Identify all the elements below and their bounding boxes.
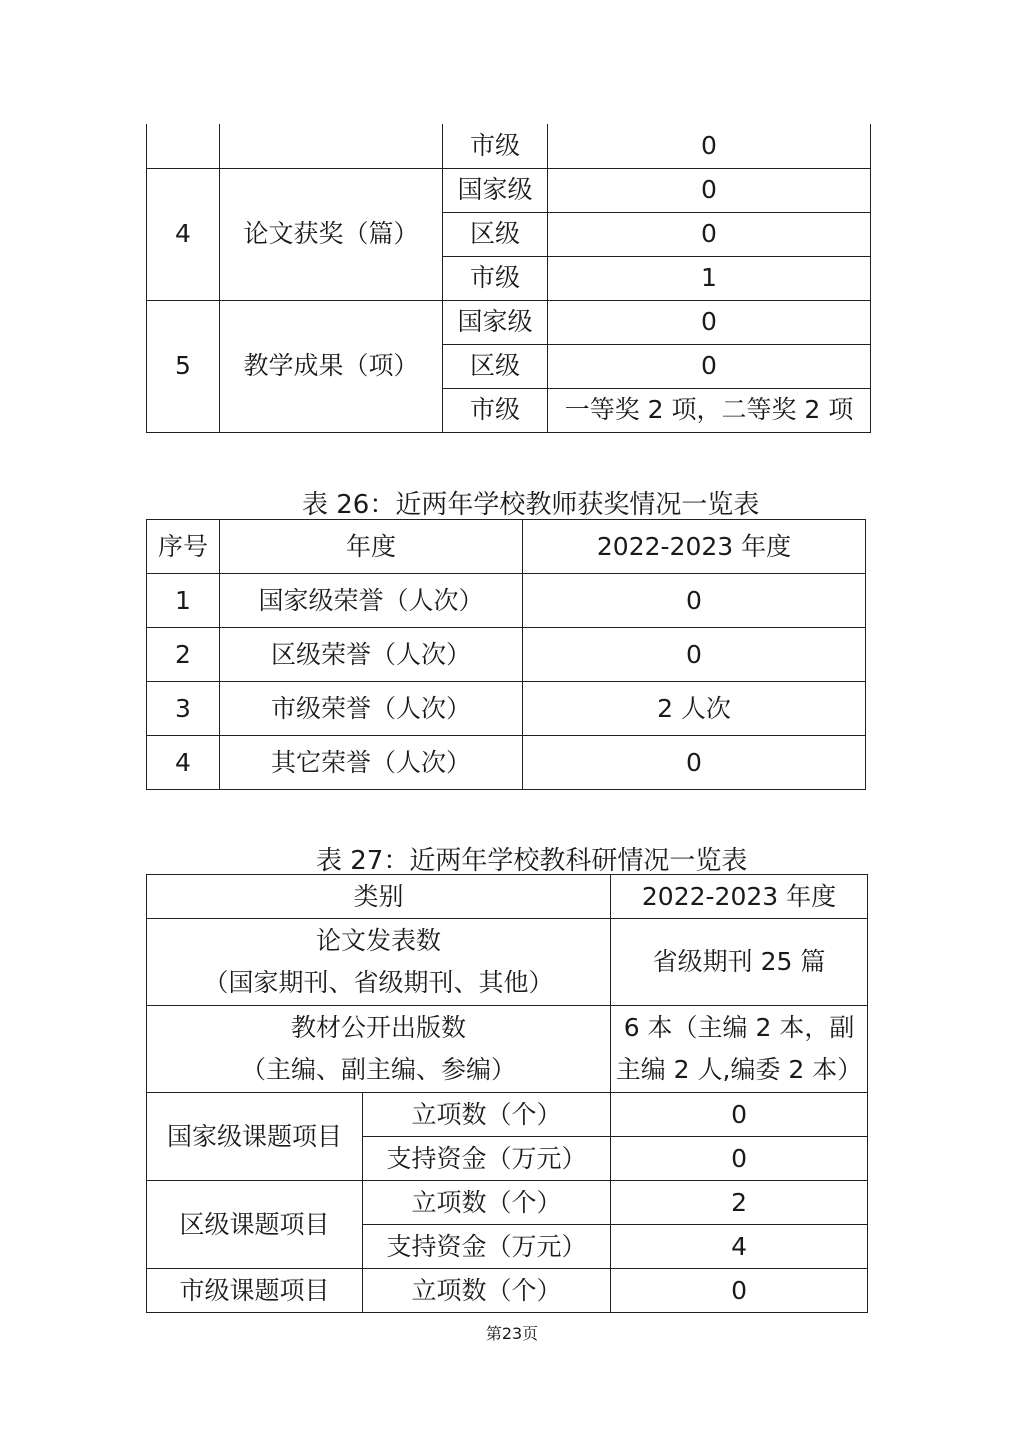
papers-label-line2: （国家期刊、省级期刊、其他）	[203, 968, 554, 997]
header-cell: 2022-2023 年度	[523, 520, 866, 574]
value-cell: 4	[611, 1225, 868, 1269]
papers-label-line1: 论文发表数	[316, 926, 442, 955]
item-cell: 国家级荣誉（人次）	[220, 574, 523, 628]
cell-blank	[220, 124, 443, 168]
table-row	[147, 1093, 868, 1137]
value-cell: 0	[611, 1269, 868, 1313]
textbooks-value-line1: 6 本（主编 2 本，副	[623, 1013, 855, 1042]
value-cell: 0	[523, 628, 866, 682]
table27-caption: 表 27：近两年学校教科研情况一览表	[316, 846, 748, 876]
level-cell: 区级	[443, 344, 548, 388]
table-row	[147, 736, 866, 790]
level-cell: 市级	[443, 256, 548, 300]
textbooks-label-line2: （主编、副主编、参编）	[241, 1055, 517, 1084]
header-cell: 类别	[147, 875, 611, 919]
item-cell: 区级荣誉（人次）	[220, 628, 523, 682]
project-category-cell: 区级课题项目	[147, 1181, 363, 1269]
table26-caption: 表 26：近两年学校教师获奖情况一览表	[302, 490, 760, 520]
row-number: 2	[147, 628, 220, 682]
level-cell: 区级	[443, 212, 548, 256]
row-number: 1	[147, 574, 220, 628]
table-row	[147, 919, 868, 1006]
page-number: 第23页	[485, 1324, 539, 1343]
row-number: 4	[147, 168, 220, 300]
project-item-cell: 支持资金（万元）	[363, 1225, 611, 1269]
value-cell: 0	[548, 212, 871, 256]
header-cell: 序号	[147, 520, 220, 574]
papers-label-cell	[147, 919, 611, 1006]
level-cell: 市级	[443, 124, 548, 168]
teacher-awards-table	[146, 519, 866, 790]
project-item-cell: 立项数（个）	[363, 1269, 611, 1313]
value-cell: 0	[611, 1093, 868, 1137]
value-cell: 0	[523, 736, 866, 790]
table-header-row	[147, 520, 866, 574]
value-cell: 0	[548, 300, 871, 344]
value-cell: 0	[548, 168, 871, 212]
table-row	[147, 168, 871, 212]
value-cell: 一等奖 2 项，二等奖 2 项	[548, 388, 871, 432]
table-header-row	[147, 875, 868, 919]
table-row	[147, 1181, 868, 1225]
row-number: 4	[147, 736, 220, 790]
level-cell: 国家级	[443, 300, 548, 344]
papers-value-cell: 省级期刊 25 篇	[611, 919, 868, 1006]
item-cell: 其它荣誉（人次）	[220, 736, 523, 790]
row-number: 5	[147, 300, 220, 432]
table-row	[147, 682, 866, 736]
value-cell: 0	[548, 124, 871, 168]
project-item-cell: 支持资金（万元）	[363, 1137, 611, 1181]
table-row	[147, 124, 871, 168]
project-category-cell: 市级课题项目	[147, 1269, 363, 1313]
row-number: 3	[147, 682, 220, 736]
level-cell: 市级	[443, 388, 548, 432]
textbooks-label-line1: 教材公开出版数	[291, 1013, 467, 1042]
value-cell: 1	[548, 256, 871, 300]
cell-blank	[147, 124, 220, 168]
table-row	[147, 300, 871, 344]
header-cell: 年度	[220, 520, 523, 574]
table-row	[147, 1006, 868, 1093]
category-cell: 教学成果（项）	[220, 300, 443, 432]
textbooks-value-cell	[611, 1006, 868, 1093]
item-cell: 市级荣誉（人次）	[220, 682, 523, 736]
awards-table-continued	[146, 124, 871, 433]
project-item-cell: 立项数（个）	[363, 1181, 611, 1225]
table-row	[147, 574, 866, 628]
table-row	[147, 1269, 868, 1313]
value-cell: 0	[523, 574, 866, 628]
value-cell: 2	[611, 1181, 868, 1225]
level-cell: 国家级	[443, 168, 548, 212]
research-table	[146, 874, 868, 1313]
category-cell: 论文获奖（篇）	[220, 168, 443, 300]
project-item-cell: 立项数（个）	[363, 1093, 611, 1137]
textbooks-value-line2: 主编 2 人,编委 2 本）	[615, 1055, 863, 1084]
project-category-cell: 国家级课题项目	[147, 1093, 363, 1181]
value-cell: 2 人次	[523, 682, 866, 736]
value-cell: 0	[548, 344, 871, 388]
header-cell: 2022-2023 年度	[611, 875, 868, 919]
table-row	[147, 628, 866, 682]
value-cell: 0	[611, 1137, 868, 1181]
textbooks-label-cell	[147, 1006, 611, 1093]
